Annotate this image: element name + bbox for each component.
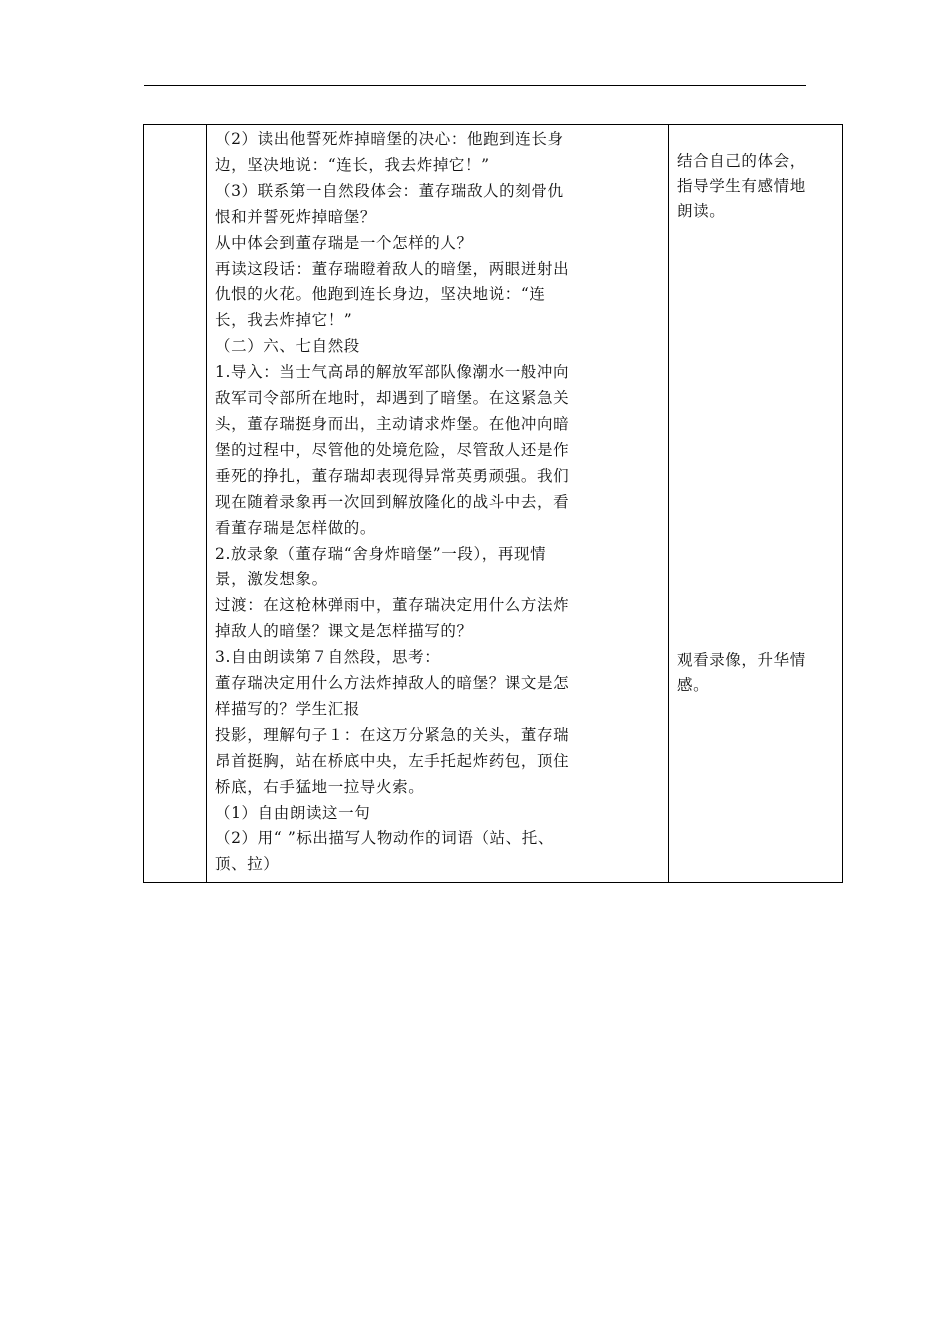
content-line: 景，激发想象。 (215, 570, 328, 589)
note-line: 结合自己的体会， (677, 152, 806, 170)
content-line: 现在随着录象再一次回到解放隆化的战斗中去，看 (215, 492, 570, 511)
content-line: （1）自由朗读这一句 (215, 803, 371, 822)
note-line: 观看录像，升华情 (677, 651, 806, 669)
content-line: 桥底，右手猛地一拉导火索。 (215, 777, 425, 796)
content-line: 董存瑞决定用什么方法炸掉敌人的暗堡？课文是怎 (215, 674, 570, 693)
content-line: 敌军司令部所在地时，却遇到了暗堡。在这紧急关 (215, 389, 570, 408)
content-line: 再读这段话：董存瑞瞪着敌人的暗堡，两眼迸射出 (215, 259, 570, 278)
content-line: 投影，理解句子１：在这万分紧急的关头，董存瑞 (215, 725, 570, 744)
content-line: 顶、拉） (215, 855, 280, 874)
content-line: 过渡：在这枪林弹雨中，董存瑞决定用什么方法炸 (215, 596, 570, 615)
design-note-reading (677, 149, 836, 224)
content-line: 边，坚决地说：“连长，我去炸掉它！” (215, 155, 490, 174)
content-line: 2.放录象（董存瑞“舍身炸暗堡”一段），再现情 (215, 544, 547, 563)
lesson-plan-table (143, 124, 843, 883)
content-line: （2）读出他誓死炸掉暗堡的决心：他跑到连长身 (215, 130, 564, 148)
content-line: 从中体会到董存瑞是一个怎样的人？ (215, 233, 473, 252)
header-rule (144, 85, 806, 86)
content-line: 长，我去炸掉它！” (215, 311, 353, 330)
content-line: 恨和并誓死炸掉暗堡？ (215, 207, 377, 226)
teaching-content-cell (207, 125, 669, 883)
content-line: 头，董存瑞挺身而出，主动请求炸堡。在他冲向暗 (215, 414, 570, 433)
content-line: 掉敌人的暗堡？课文是怎样描写的？ (215, 622, 473, 641)
content-line: 看董存瑞是怎样做的。 (215, 518, 377, 537)
note-line: 指导学生有感情地 (677, 177, 806, 195)
design-intent-cell (669, 125, 843, 883)
design-note-video (677, 648, 836, 698)
content-line: （2）用“ ”标出描写人物动作的词语（站、托、 (215, 829, 554, 848)
note-line: 感。 (677, 676, 710, 694)
content-line: 垂死的挣扎，董存瑞却表现得异常英勇顽强。我们 (215, 466, 570, 485)
table-row (144, 125, 843, 883)
content-line: 样描写的？学生汇报 (215, 699, 360, 718)
content-line: 1.导入：当士气高昂的解放军部队像潮水一般冲向 (215, 363, 570, 382)
note-line: 朗读。 (677, 202, 726, 220)
empty-step-cell (144, 125, 207, 883)
content-line: （3）联系第一自然段体会：董存瑞敌人的刻骨仇 (215, 181, 564, 200)
content-line: 堡的过程中，尽管他的处境危险，尽管敌人还是作 (215, 440, 570, 459)
content-line: 昂首挺胸，站在桥底中央，左手托起炸药包，顶住 (215, 751, 570, 770)
content-line: 仇恨的火花。他跑到连长身边，坚决地说：“连 (215, 285, 546, 304)
content-line: （二）六、七自然段 (215, 337, 360, 356)
content-line: 3.自由朗读第７自然段，思考： (215, 648, 441, 667)
